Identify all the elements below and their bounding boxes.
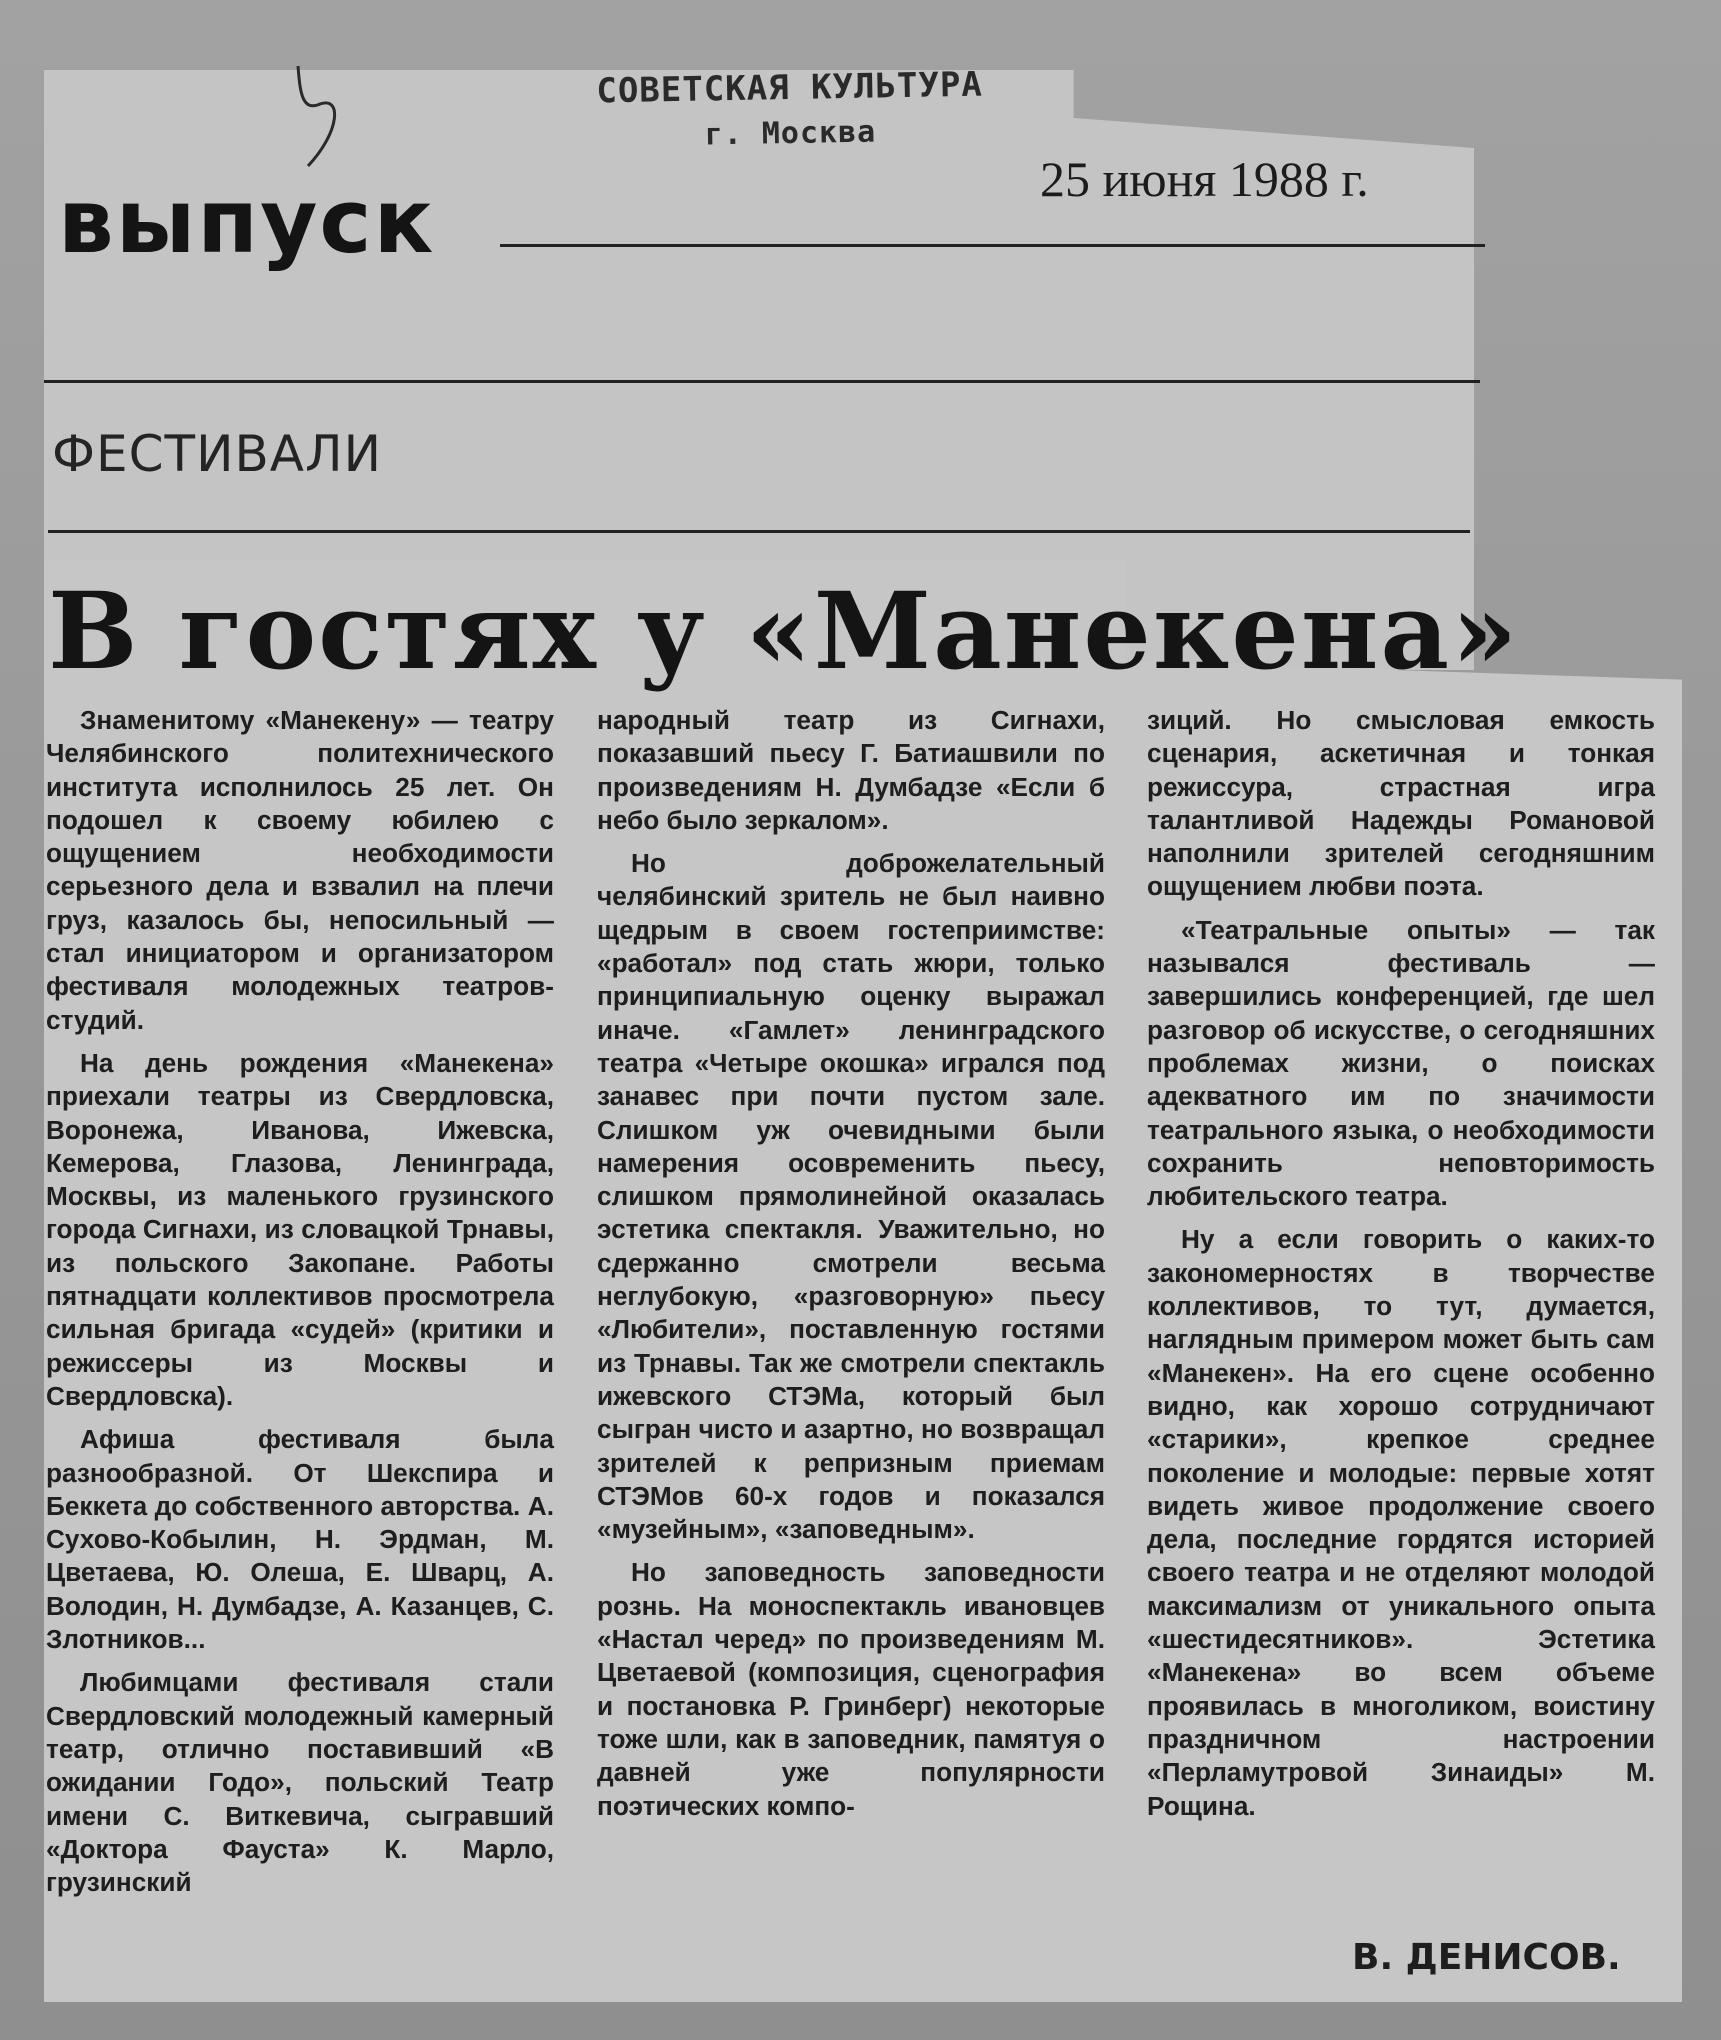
section-title: ФЕСТИВАЛИ [52, 425, 382, 483]
article-column-3 [1147, 704, 1655, 1833]
article-headline: В гостях у «Манекена» [48, 568, 1520, 693]
rule-issue [500, 244, 1485, 247]
paragraph: Афиша фестиваля была разнообразной. От Шекспира и Беккета до собственного авторства. А. Сухово-Кобылин, Н. Эрдман, М. Цветаева, Ю. Олеша, Е. Шварц, А. Володин, Н. Думбадзе, А. Казанцев, С. Злотников... [46, 1424, 554, 1655]
paragraph: народный театр из Сигнахи, показавший пьесу Г. Батиашвили по произведениям Н. Думбадзе «Если б небо было зеркалом». [597, 705, 1105, 835]
stamp-city: г. Москва [704, 114, 877, 153]
paragraph: Любимцами фестиваля стали Свердловский молодежный камерный театр, отлично поставивший «В ожидании Годо», польский Театр имени С. Виткевича, сыгравший «Доктора Фауста» К. Марло, грузинский [46, 1667, 554, 1898]
paragraph: Знаменитому «Манекену» — театру Челябинского политехнического института исполнилось 25 лет. Он подошел к своему юбилею с ощущением необходимости серьезного дела и взвалил на плечи груз, казалось бы, непосильный — стал инициатором и организатором фестиваля молодежных театров-студий. [46, 705, 554, 1035]
paragraph: Но доброжелательный челябинский зритель не был наивно щедрым в своем гостеприимстве: «работал» под стать жюри, только принципиальную оценку выражал иначе. «Гамлет» ленинградского театра «Четыре окошка» игрался под занавес при почти пустом зале. Слишком уж очевидными были намерения осовременить пьесу, слишком прямолинейной оказалась эстетика спектакля. Уважительно, но сдержанно смотрели весьма неглубокую, «разговорную» пьесу «Любители», поставленную гостями из Трнавы. Так же смотрели спектакль ижевского СТЭМа, который был сыгран чисто и азартно, но возвращал зрителей к репризным приемам СТЭМов 60-х годов и показался «музейным», «заповедным». [597, 848, 1105, 1545]
issue-date: 25 июня 1988 г. [1040, 151, 1369, 207]
paragraph: «Театральные опыты» — так назывался фестиваль — завершились конференцией, где шел разговор об искусстве, о сегодняшних проблемах жизни, о поисках адекватного им по значимости театрального языка, о необходимости сохранить неповторимость любительского театра. [1147, 914, 1655, 1212]
paragraph: На день рождения «Манекена» приехали театры из Свердловска, Воронежа, Иванова, Ижевска, Кемерова, Глазова, Ленинграда, Москвы, из маленького грузинского города Сигнахи, из словацкой Трнавы, из польского Закопане. Работы пятнадцати коллективов просмотрела сильная бригада «судей» (критики и режиссеры из Москвы и Свердловска). [46, 1047, 554, 1411]
article-column-1 [46, 704, 554, 1909]
article-author: В. ДЕНИСОВ. [1352, 1937, 1621, 1978]
paragraph: Но заповедность заповедности рознь. На моноспектакль ивановцев «Настал черед» по произведениям М. Цветаевой (композиция, сценография и постановка Р. Гринберг) некоторые тоже шли, как в заповедник, памятуя о давней уже популярности поэтических компо- [597, 1557, 1105, 1821]
newspaper-stamp [589, 65, 990, 155]
paragraph: зиций. Но смысловая емкость сценария, аскетичная и тонкая режиссура, страстная игра талантливой Надежды Романовой наполнили зрителей сегодняшним ощущением любви поэта. [1147, 705, 1655, 902]
pencil-mark-icon [290, 62, 360, 172]
stamp-newspaper-name: СОВЕТСКАЯ КУЛЬТУРА [596, 64, 984, 112]
article-column-2 [597, 704, 1105, 1833]
issue-label: выпуск [58, 170, 436, 273]
paragraph: Ну а если говорить о каких-то закономерностях в творчестве коллективов, то тут, думается, наглядным примером может быть сам «Манекен». На его сцене особенно видно, как хорошо сотрудничают «старики», крепкое среднее поколение и молодые: первые хотят видеть живое продолжение своего дела, последние гордятся историей своего театра и не отделяют молодой максимализм от уникального опыта «шестидесятников». Эстетика «Манекена» во всем объеме проявилась в многоликом, воистину праздничном настроении «Перламутровой Зинаиды» М. Рощина. [1147, 1224, 1655, 1821]
rule-lower [48, 530, 1470, 533]
rule-upper [44, 380, 1480, 383]
